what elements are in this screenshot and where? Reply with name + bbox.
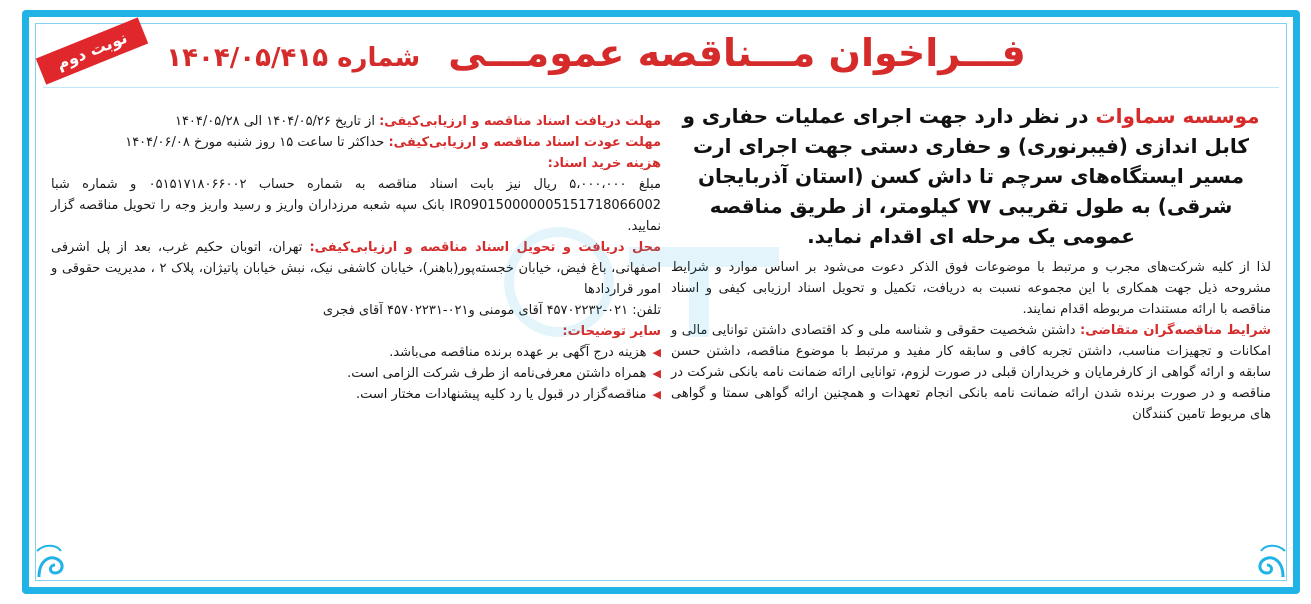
organization-name: موسسه سماوات [1095, 104, 1260, 128]
notes-label: سایر توضیحات: [562, 324, 661, 339]
deadline-return-label: مهلت عودت اسناد مناقصه و ارزیابی‌کیفی: [388, 135, 661, 150]
title-divider [43, 87, 1279, 88]
deadline-receive-label: مهلت دریافت اسناد مناقصه و ارزیابی‌کیفی: [379, 114, 661, 129]
note-text: هزینه درج آگهی بر عهده برنده مناقصه می‌باشد. [389, 345, 647, 360]
notice-number: شماره ۱۴۰۴/۰۵/۴۱۵ [166, 43, 421, 73]
location-text: تهران، اتوبان حکیم غرب، بعد از پل اشرفی اصفهانی، باغ فیض، خیابان خجسته‌پور(باهنر)، خیابان کاشفی نیک، نبش خیابان پاتیژان، پلاک ۲ ، مدیریت حقوقی و امور قراردادها [51, 240, 662, 297]
bullet-icon: ◀ [652, 346, 661, 359]
intro-text: در نظر دارد جهت اجرای عملیات حفاری و کابل اندازی (فیبرنوری) و حفاری دستی جهت اجرای ارت مسیر ایستگاه‌های سرچم تا داش کسن (استان آذربایجان شرقی) به طول تقریبی ۷۷ کیلومتر، از طریق مناقصه عمومی یک مرحله ای اقدام نماید. [682, 104, 1249, 248]
list-item [51, 384, 661, 405]
deadline-return-text: حداکثر تا ساعت ۱۵ روز شنبه مورخ ۱۴۰۴/۰۶/۰۸ [125, 135, 389, 150]
conditions-paragraph [671, 320, 1271, 425]
right-column [671, 101, 1271, 573]
deadline-return [51, 132, 661, 153]
list-item [51, 342, 661, 363]
conditions-label: شرایط مناقصه‌گران متقاضی: [1080, 323, 1271, 338]
bullet-icon: ◀ [652, 367, 661, 380]
intro-paragraph [671, 101, 1271, 251]
list-item [51, 363, 661, 384]
purchase-label: هزینه خرید اسناد: [547, 156, 661, 171]
wave-ornament-icon [1253, 521, 1287, 581]
location-label: محل دریافت و تحویل اسناد مناقصه و ارزیابی‌کیفی: [309, 240, 661, 255]
left-column [51, 111, 661, 573]
phone-line: تلفن: ۰۲۱-۴۵۷۰۲۲۳۲ آقای مومنی و۰۲۱-۴۵۷۰۲۲۳۱ آقای فجری [322, 303, 661, 318]
notes-list [51, 342, 661, 405]
deadline-receive-text: از تاریخ ۱۴۰۴/۰۵/۲۶ الی ۱۴۰۴/۰۵/۲۸ [174, 114, 380, 129]
bullet-icon: ◀ [652, 388, 661, 401]
location [51, 237, 661, 300]
conditions-text: داشتن شخصیت حقوقی و شناسه ملی و کد اقتصادی داشتن توانایی مالی و امکانات و تجهیزات مناسب، داشتن تجربه کافی و سابقه کار مفید و مرتبط با موضوع مناقصه، داشتن حسن سابقه و ارائه گواهی از کارفرمایان و خریداران قبلی در صورت لزوم، توانایی ارائه ضمانت نامه بانکی شرکت در مناقصه و در صورت برنده شدن ارائه ضمانت نامه بانکی انجام تعهدات و همچنین ارائه گواهی سمتا و گواهی های مربوط تامین کنندگان [671, 323, 1271, 422]
note-text: همراه داشتن معرفی‌نامه از طرف شرکت الزامی است. [347, 366, 647, 381]
deadline-receive [51, 111, 661, 132]
wave-ornament-icon [35, 521, 69, 581]
purchase-text: مبلغ ۵،۰۰۰،۰۰۰ ریال نیز بابت اسناد مناقصه به شماره حساب ۰۵۱۵۱۷۱۸۰۶۶۰۰۲ و شماره شبا IR090150000005151718066002 بانک سپه شعبه مرزداران واریز و رسید واریز وجه را تحویل مناقصه گزار نمایید. [51, 177, 661, 234]
invitation-paragraph: لذا از کلیه شرکت‌های مجرب و مرتبط با موضوعات فوق الذکر دعوت می‌شود بر اساس موارد و شرایط مشروحه ذیل جهت همکاری با این مجموعه نسبت به دریافت، تکمیل و تحویل اسناد ارزیابی کیفی و اسناد مناقصه با ارائه مستندات مربوطه اقدام نمایند. [671, 260, 1271, 317]
second-round-ribbon: نوبت دوم [36, 17, 148, 84]
notice-title-text: فـــراخوان مـــناقصه عمومـــی [448, 31, 1026, 75]
note-text: مناقصه‌گزار در قبول یا رد کلیه پیشنهادات مختار است. [355, 387, 647, 402]
notice-frame [22, 10, 1300, 594]
notice-title [149, 31, 1043, 75]
